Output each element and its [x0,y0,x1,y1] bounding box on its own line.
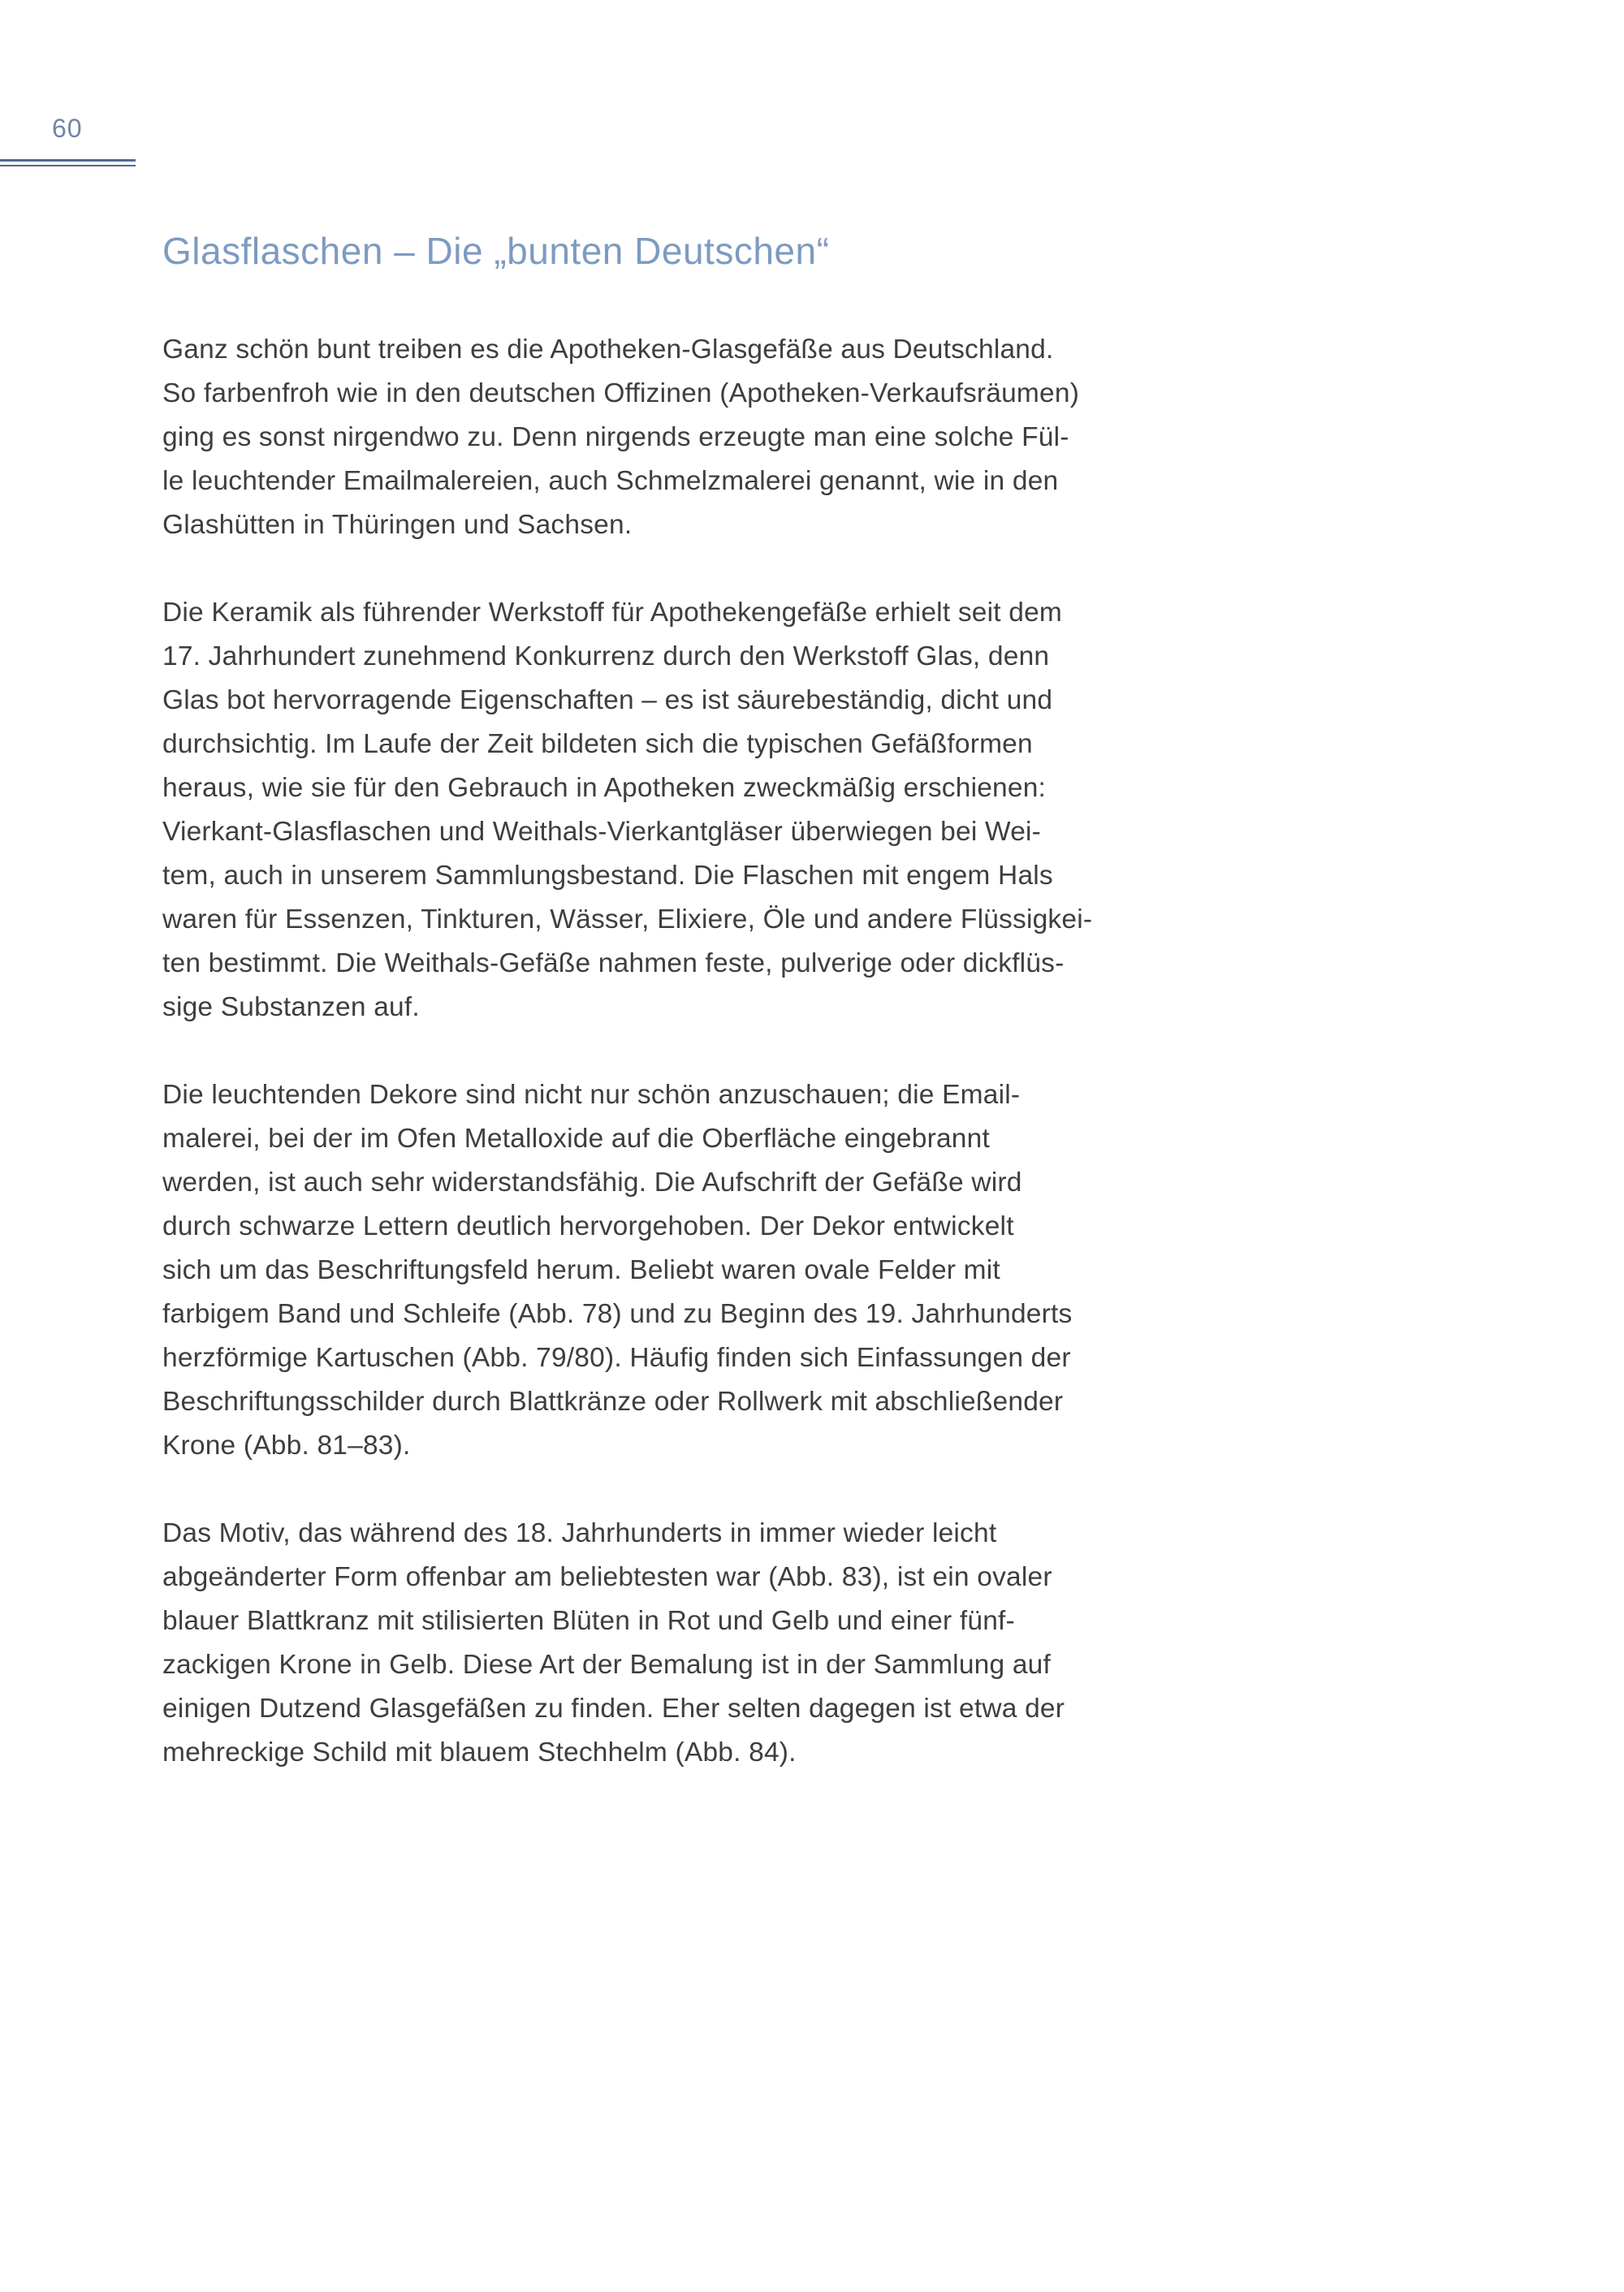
paragraph-3: Die leuchtenden Dekore sind nicht nur schön anzuschauen; die Email- malerei, bei der im Ofen Metalloxide auf die Oberfläche eingebrannt werden, ist auch sehr widerstandsfähig. Die Aufschrift der Gefäße wird durch schwarze Lettern deutlich hervorgehoben. Der Dekor entwickelt sich um das Beschriftungsfeld herum. Beliebt waren ovale Felder mit farbigem Band und Schleife (Abb. 78) und zu Beginn des 19. Jahrhunderts herzförmige Kartuschen (Abb. 79/80). Häufig finden sich Einfassungen der Beschriftungsschilder durch Blattkränze oder Rollwerk mit abschließender Krone (Abb. 81–83). [162,1079,1073,1461]
article-title: Glasflaschen – Die „bunten Deutschen“ [162,230,830,272]
paragraph-2: Die Keramik als führender Werkstoff für Apothekengefäße erhielt seit dem 17. Jahrhundert zunehmend Konkurrenz durch den Werkstoff Glas, denn Glas bot hervorragende Eigenschaften – es ist säurebeständig, dicht und durchsichtig. Im Laufe der Zeit bildeten sich die typischen Gefäßformen heraus, wie sie für den Gebrauch in Apotheken zweckmäßig erschienen: Vierkant-Glasflaschen und Weithals-Vierkantgläser überwiegen bei Wei- tem, auch in unserem Sammlungsbestand. Die Flaschen mit engem Hals waren für Essenzen, Tinkturen, Wässer, Elixiere, Öle und andere Flüssigkei- ten bestimmt. Die Weithals-Gefäße nahmen feste, pulverige oder dickflüs- sige Substanzen auf. [162,597,1093,1022]
paragraph-4: Das Motiv, das während des 18. Jahrhunderts in immer wieder leicht abgeänderter Form offenbar am beliebtesten war (Abb. 83), ist ein ovaler blauer Blattkranz mit stilisierten Blüten in Rot und Gelb und einer fünf- zackigen Krone in Gelb. Diese Art der Bemalung ist in der Sammlung auf einigen Dutzend Glasgefäßen zu finden. Eher selten dagegen ist etwa der mehreckige Schild mit blauem Stechhelm (Abb. 84). [162,1517,1065,1768]
paragraph-1: Ganz schön bunt treiben es die Apotheken-Glasgefäße aus Deutschland. So farbenfroh wie in den deutschen Offizinen (Apotheken-Verkaufsräumen) ging es sonst nirgendwo zu. Denn nirgends erzeugte man eine solche Fül- le leuchtender Emailmalereien, auch Schmelzmalerei genannt, wie in den Glashütten in Thüringen und Sachsen. [162,334,1080,540]
article [162,230,1315,1819]
article-body [162,328,1315,1775]
page-number-rule [0,159,136,166]
page-number: 60 [52,114,83,143]
